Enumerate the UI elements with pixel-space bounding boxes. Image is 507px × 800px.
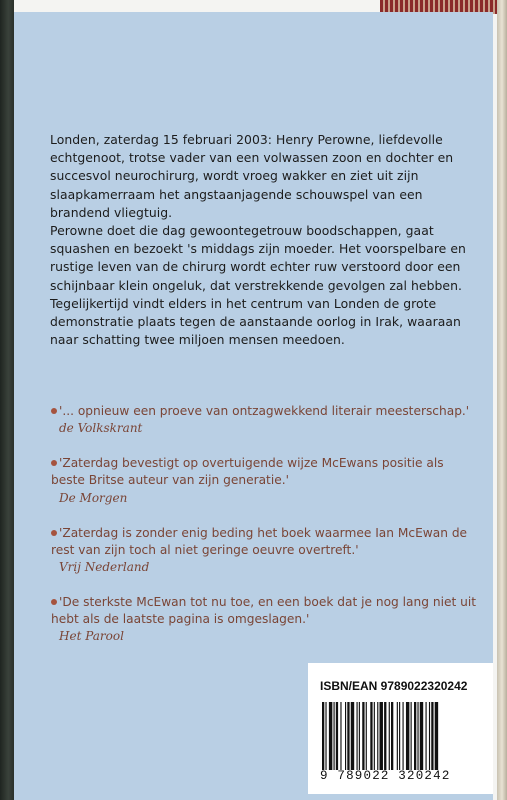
review-quote [51, 455, 481, 505]
blurb-paragraph: Tegelijkertijd vindt elders in het centrum van Londen de grote demonstratie plaats tegen de aanstaande oorlog in Irak, waaraan naar schatting twee miljoen mensen meedoen. [50, 295, 461, 348]
quote-source: de Volkskrant [59, 421, 143, 436]
quote-source: Het Parool [59, 629, 124, 644]
barcode-icon [322, 702, 482, 770]
barcode-digits: 9 789022 320242 [320, 769, 451, 783]
bullet-icon [51, 460, 57, 466]
review-quotes [51, 403, 481, 663]
quote-source: De Morgen [59, 490, 128, 505]
blurb-paragraph: Londen, zaterdag 15 februari 2003: Henry Perowne, liefdevolle echtgenoot, trotse vader van een volwassen zoon en dochter en succesvol neurochirurg, wordt vroeg wakker en ziet uit zijn slaapkamerraam het angstaanjagende schouwspel van een brandend vliegtuig. [50, 132, 454, 220]
quote-text: '... opnieuw een proeve van ontzagwekkend literair meesterschap.' [59, 404, 470, 418]
isbn-label: ISBN/EAN 9789022320242 [320, 679, 468, 693]
review-quote [51, 594, 481, 644]
quote-text: 'Zaterdag is zonder enig beding het boek waarmee Ian McEwan de rest van zijn toch al niet geringe oeuvre overtreft.' [51, 525, 468, 557]
review-quote [51, 525, 481, 575]
barcode-sticker [308, 663, 493, 794]
bullet-icon [51, 599, 57, 605]
blurb-paragraph: Perowne doet die dag gewoontegetrouw boodschappen, gaat squashen en bezoekt 's middags zijn moeder. Het voorspelbare en rustige leven van de chirurg wordt echter ruw verstoord door een schijnbaar klein ongeluk, dat verstrekkende gevolgen zal hebben. [50, 223, 466, 293]
quote-text: 'Zaterdag bevestigt op overtuigende wijze McEwans positie als beste Britse auteur van zijn generatie.' [51, 456, 444, 488]
book-page-edge-right [497, 0, 507, 800]
book-blurb [50, 131, 470, 349]
bullet-icon [51, 530, 57, 536]
review-quote [51, 403, 481, 436]
quote-source: Vrij Nederland [59, 560, 150, 575]
book-spine-left [0, 0, 14, 800]
quote-text: 'De sterkste McEwan tot nu toe, en een boek dat je nog lang niet uit hebt als de laatste pagina is omgeslagen.' [51, 595, 477, 627]
bullet-icon [51, 408, 57, 414]
